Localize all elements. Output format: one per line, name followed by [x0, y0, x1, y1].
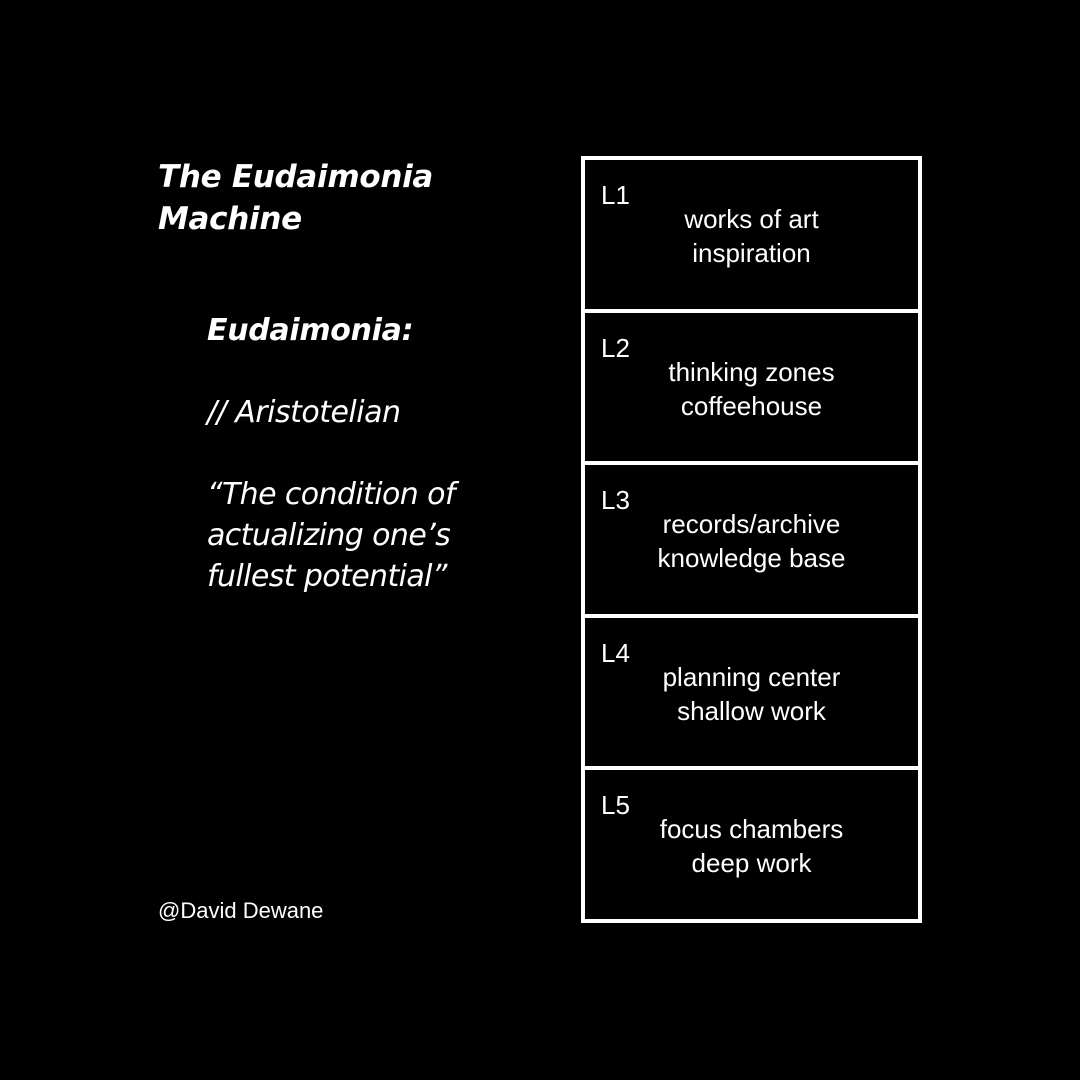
definition-quote [207, 474, 537, 597]
quote-line-2: actualizing one’s [207, 518, 451, 553]
level-code: L1 [601, 180, 630, 210]
quote-line-1: “The condition of [207, 477, 455, 512]
title-line-2: Machine [158, 201, 302, 237]
level-secondary-label: inspiration [692, 238, 811, 268]
level-secondary-label: coffeehouse [680, 390, 823, 421]
level-box-l3 [585, 465, 918, 614]
level-description [585, 660, 918, 728]
page-title [158, 156, 538, 240]
level-primary-label: focus chambers [659, 814, 844, 845]
level-box-l5 [585, 770, 918, 919]
definition-term: Eudaimonia: [207, 313, 414, 348]
level-code: L5 [601, 790, 630, 821]
level-primary-label: planning center [662, 661, 841, 692]
level-box-l1 [585, 160, 918, 309]
level-box-l2 [585, 313, 918, 462]
level-code: L4 [601, 637, 630, 668]
level-secondary-label: knowledge base [657, 543, 846, 574]
definition-block [207, 310, 537, 597]
level-primary-label: works of art [684, 204, 819, 234]
quote-line-3: fullest potential” [207, 559, 447, 594]
author-credit: @David Dewane [158, 898, 324, 923]
level-primary-label: thinking zones [668, 356, 835, 387]
level-description [585, 507, 918, 575]
level-description [585, 202, 918, 270]
level-secondary-label: deep work [691, 848, 812, 879]
level-code: L2 [601, 332, 630, 363]
level-secondary-label: shallow work [677, 695, 826, 726]
level-primary-label: records/archive [662, 509, 841, 540]
level-description [585, 812, 918, 880]
level-box-l4 [585, 618, 918, 767]
level-stack-diagram [581, 156, 922, 923]
definition-origin: // Aristotelian [207, 395, 401, 430]
level-description [585, 355, 918, 423]
title-line-1: The Eudaimonia [158, 159, 434, 195]
level-code: L3 [601, 485, 630, 516]
